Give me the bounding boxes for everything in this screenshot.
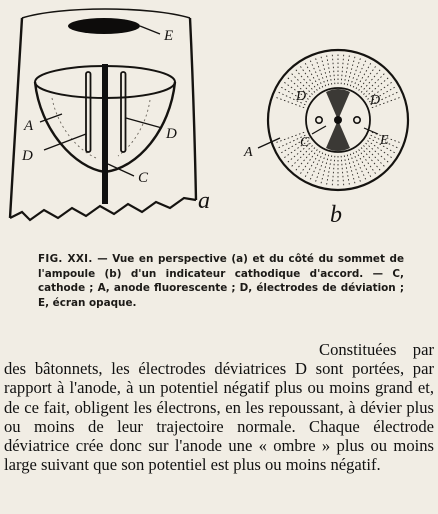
caption-text: — Vue en perspective (a) et du côté du sommet de l'ampoule (b) d'un indicateur cathodique d'accord. — C, cathode ; A, anode fluorescente ; D, électrodes de déviation ; E, écran opaque. xyxy=(38,253,405,309)
glow-ray xyxy=(341,54,344,84)
body-text xyxy=(4,340,434,474)
label-b-c: C xyxy=(300,135,310,150)
glow-ray xyxy=(315,154,325,182)
panel-letter-a: a xyxy=(198,188,210,214)
glow-ray xyxy=(350,58,360,86)
glow-ray xyxy=(332,54,335,84)
figure-xxi xyxy=(0,0,438,250)
glow-ray xyxy=(341,156,344,186)
bulb-top-outline xyxy=(22,9,190,18)
caption-label: FIG. XXI. xyxy=(38,253,93,265)
label-b-e: E xyxy=(380,133,389,148)
glow-ray xyxy=(300,66,317,91)
glow-ray xyxy=(315,58,325,86)
cathode-spot xyxy=(334,116,342,124)
glow-ray xyxy=(350,154,360,182)
panel-b-top-view xyxy=(243,50,408,228)
label-d-left: D xyxy=(22,148,33,164)
opaque-screen-e xyxy=(68,18,140,34)
label-b-a: A xyxy=(244,145,253,160)
panel-letter-b: b xyxy=(330,202,342,228)
cathode-c xyxy=(102,64,108,204)
label-c: C xyxy=(138,170,149,186)
label-b-d-left: D xyxy=(296,89,307,104)
glow-ray xyxy=(359,149,376,174)
leader-e xyxy=(140,26,160,34)
leader-b-a xyxy=(258,138,280,148)
label-a: A xyxy=(24,118,34,134)
panel-a-perspective-view xyxy=(10,9,210,220)
glow-ray xyxy=(300,149,317,174)
label-d-right: D xyxy=(166,126,177,142)
leader-d-right xyxy=(126,118,162,128)
deviation-electrode-left xyxy=(86,72,91,152)
figure-caption xyxy=(38,252,404,310)
glow-ray xyxy=(359,66,376,91)
deviation-electrode-right xyxy=(121,72,126,152)
label-b-d-right: D xyxy=(370,93,381,108)
glow-ray xyxy=(332,156,335,186)
body-paragraph: Constituées par des bâtonnets, les électrodes déviatrices D sont portées, par rapport à l'anode, à un potentiel négatif plus ou moins grand et, de ce fait, obligent les électrons, en les repoussant, à dévier plus ou moins de leur trajectoire normale. Chaque électrode déviatrice crée donc sur l'anode une « ombre » plus ou moins large suivant que son potentiel est plus ou moins négatif. xyxy=(4,340,434,475)
label-e: E xyxy=(164,28,174,44)
